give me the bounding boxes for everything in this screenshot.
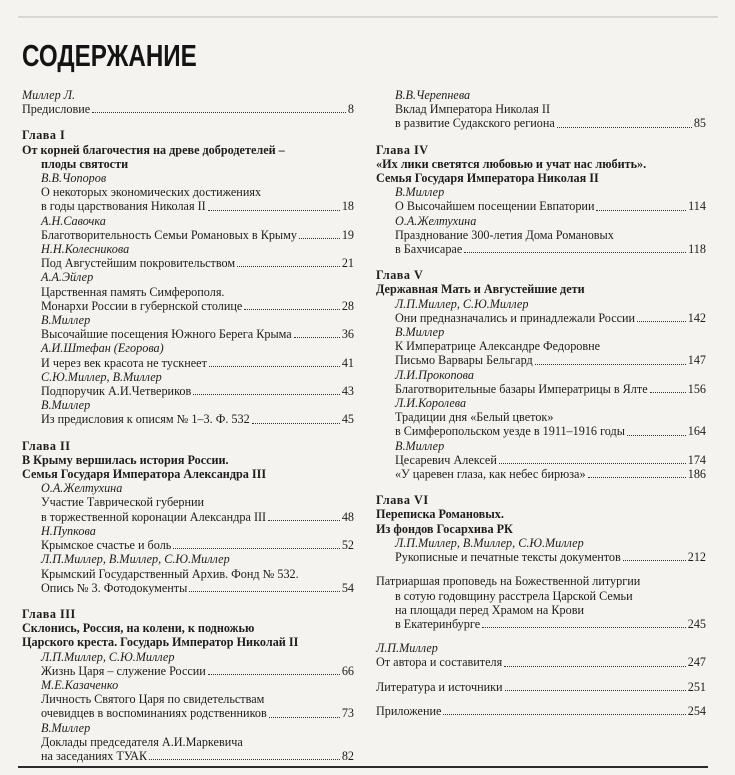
page-number: 85 xyxy=(693,116,706,131)
entry-title: О Высочайшем посещении Евпатории xyxy=(395,199,595,214)
leader-dots xyxy=(482,627,686,628)
page-number: 66 xyxy=(341,663,354,678)
page-number: 247 xyxy=(687,655,706,670)
entry-author: В.Миллер xyxy=(41,720,91,735)
entry-author: В.Миллер xyxy=(395,325,445,340)
page-number: 54 xyxy=(341,580,354,595)
leader-dots xyxy=(557,127,692,128)
toc-entry xyxy=(376,467,706,481)
entry-author: В.Миллер xyxy=(395,185,445,200)
leader-dots xyxy=(627,435,686,436)
leader-dots xyxy=(299,238,340,239)
entry-title: И через век красота не тускнеет xyxy=(41,355,207,370)
entry-author: Н.Н.Колесникова xyxy=(41,242,130,257)
chapter-title: Царского креста. Государь Император Николай II xyxy=(22,635,299,650)
toc-entry xyxy=(22,199,354,213)
page-number: 43 xyxy=(341,384,354,399)
entry-author: А.И.Штефан (Егорова) xyxy=(41,341,164,356)
leader-dots xyxy=(237,266,340,267)
entry-title: Приложение xyxy=(376,703,442,718)
page-number: 73 xyxy=(341,706,354,721)
page-number: 254 xyxy=(687,703,706,718)
page-number: 52 xyxy=(341,538,354,553)
entry-title: на площади перед Храмом на Крови xyxy=(395,602,584,617)
entry-author: С.Ю.Миллер, В.Миллер xyxy=(41,369,162,384)
chapter-label: Глава III xyxy=(22,606,76,621)
toc-left-column xyxy=(22,88,354,763)
page-number: 18 xyxy=(341,199,354,214)
toc-entry xyxy=(22,102,354,116)
page-number: 36 xyxy=(341,327,354,342)
page-number: 186 xyxy=(687,467,706,482)
chapter-title: плоды святости xyxy=(41,156,129,171)
leader-dots xyxy=(193,394,340,395)
toc-entry xyxy=(376,242,706,256)
entry-title: «У царевен глаза, как небес бирюза» xyxy=(395,467,586,482)
entry-title: в годы царствования Николая II xyxy=(41,199,206,214)
page-number: 21 xyxy=(341,256,354,271)
toc-entry xyxy=(376,617,706,631)
entry-title: Предисловие xyxy=(22,102,91,117)
entry-title: Цесаревич Алексей xyxy=(395,452,497,467)
entry-title: в Екатеринбурге xyxy=(395,616,481,631)
entry-title: в развитие Судакского региона xyxy=(395,116,555,131)
chapter-title: В Крыму вершилась история России. xyxy=(22,452,229,467)
leader-dots xyxy=(637,321,686,322)
entry-author: А.Н.Савочка xyxy=(41,213,106,228)
page-number: 45 xyxy=(341,412,354,427)
toc-entry xyxy=(22,706,354,720)
toc-entry xyxy=(376,382,706,396)
leader-dots xyxy=(535,364,686,365)
toc-entry xyxy=(376,680,706,694)
chapter-title: «Их лики светятся любовью и учат нас любить». xyxy=(376,156,647,171)
leader-dots xyxy=(149,759,340,760)
page-number: 41 xyxy=(341,355,354,370)
page-number: 251 xyxy=(687,679,706,694)
entry-title: Монархи России в губернской столице xyxy=(41,298,243,313)
leader-dots xyxy=(596,210,686,211)
page-number: 114 xyxy=(688,199,706,214)
toc-entry xyxy=(376,550,706,564)
chapter-title: Семья Государя Императора Николая II xyxy=(376,171,599,186)
bottom-divider xyxy=(18,766,708,768)
entry-title: Личность Святого Царя по свидетельствам xyxy=(41,692,265,707)
leader-dots xyxy=(443,714,685,715)
chapter-label: Глава II xyxy=(22,438,71,453)
entry-title: Из предисловия к описям № 1–3. Ф. 532 xyxy=(41,412,250,427)
toc-entry xyxy=(376,116,706,130)
page-number: 147 xyxy=(687,353,706,368)
toc-entry xyxy=(22,664,354,678)
toc-entry xyxy=(376,655,706,669)
leader-dots xyxy=(499,463,686,464)
chapter-title: Семья Государя Императора Александра III xyxy=(22,467,267,482)
entry-title: Под Августейшим покровительством xyxy=(41,256,236,271)
entry-title: К Императрице Александре Федоровне xyxy=(395,339,601,354)
entry-author: Л.П.Миллер, В.Миллер, С.Ю.Миллер xyxy=(41,552,230,567)
toc-entry xyxy=(376,704,706,718)
entry-title: Вклад Императора Николая II xyxy=(395,102,551,117)
chapter-title: От корней благочестия на древе добродетелей – xyxy=(22,142,285,157)
entry-author: Л.П.Миллер, С.Ю.Миллер xyxy=(395,296,529,311)
entry-author: Миллер Л. xyxy=(22,88,76,102)
entry-title: Патриаршая проповедь на Божественной литургии xyxy=(376,574,641,589)
chapter-title: Склонись, Россия, на колени, к подножью xyxy=(22,621,255,636)
entry-author: Л.И.Королева xyxy=(395,396,467,411)
entry-title: Письмо Варвары Бельгард xyxy=(395,353,533,368)
entry-title: Подпоручик А.И.Четвериков xyxy=(41,384,192,399)
toc-entry xyxy=(22,510,354,524)
toc-entry xyxy=(22,412,354,426)
toc-entry xyxy=(22,228,354,242)
entry-title: Традиции дня «Белый цветок» xyxy=(395,410,554,425)
page-number: 156 xyxy=(687,381,706,396)
entry-title: Крымский Государственный Архив. Фонд № 532. xyxy=(41,566,299,581)
leader-dots xyxy=(208,210,340,211)
leader-dots xyxy=(588,477,686,478)
entry-author: В.Миллер xyxy=(41,313,91,328)
top-divider xyxy=(18,16,718,18)
toc-entry xyxy=(376,353,706,367)
page-number: 245 xyxy=(687,616,706,631)
entry-author: Л.П.Миллер xyxy=(376,641,438,656)
entry-author: Л.П.Миллер, В.Миллер, С.Ю.Миллер xyxy=(395,535,584,550)
entry-title: Жизнь Царя – служение России xyxy=(41,663,206,678)
chapter-title: Переписка Романовых. xyxy=(376,507,504,522)
entry-author: Н.Пупкова xyxy=(41,523,96,538)
entry-title: на заседаниях ТУАК xyxy=(41,748,148,763)
entry-title: Участие Таврической губернии xyxy=(41,495,205,510)
entry-author: Л.П.Миллер, С.Ю.Миллер xyxy=(41,649,175,664)
toc-entry xyxy=(22,749,354,763)
leader-dots xyxy=(268,520,340,521)
leader-dots xyxy=(252,423,340,424)
entry-author: В.Миллер xyxy=(41,398,91,413)
entry-title: Высочайшие посещения Южного Берега Крыма xyxy=(41,327,292,342)
leader-dots xyxy=(505,690,686,691)
entry-title: От автора и составителя xyxy=(376,655,503,670)
page-number: 28 xyxy=(341,298,354,313)
entry-title: в Симферопольском уезде в 1911–1916 годы xyxy=(395,424,625,439)
entry-title: Празднование 300-летия Дома Романовых xyxy=(395,227,614,242)
entry-title: О некоторых экономических достижениях xyxy=(41,185,262,200)
leader-dots xyxy=(269,717,340,718)
entry-title: Доклады председателя А.И.Маркевича xyxy=(41,734,243,749)
entry-title: Благотворительность Семьи Романовых в Крыму xyxy=(41,227,297,242)
chapter-label: Глава VI xyxy=(376,493,429,508)
page-number: 164 xyxy=(687,424,706,439)
page-title: СОДЕРЖАНИЕ xyxy=(22,38,197,73)
page-number: 212 xyxy=(687,550,706,565)
toc-entry xyxy=(376,311,706,325)
toc-entry xyxy=(22,327,354,341)
chapter-title: Из фондов Госархива РК xyxy=(376,521,513,536)
leader-dots xyxy=(623,560,686,561)
page-number: 142 xyxy=(687,310,706,325)
toc-entry xyxy=(22,384,354,398)
leader-dots xyxy=(189,591,339,592)
entry-author: В.Миллер xyxy=(395,438,445,453)
toc-entry xyxy=(22,581,354,595)
entry-title: очевидцев в воспоминаниях родственников xyxy=(41,706,267,721)
entry-title: Благотворительные базары Императрицы в Ялте xyxy=(395,381,648,396)
entry-title: в торжественной коронации Александра III xyxy=(41,509,267,524)
leader-dots xyxy=(464,252,686,253)
toc-entry xyxy=(376,199,706,213)
toc-entry xyxy=(22,299,354,313)
entry-title: Они предназначались и принадлежали России xyxy=(395,310,636,325)
entry-author: М.Е.Казаченко xyxy=(41,677,119,692)
entry-author: А.А.Эйлер xyxy=(41,270,94,285)
entry-title: в сотую годовщину расстрела Царской Семьи xyxy=(395,588,633,603)
leader-dots xyxy=(504,666,686,667)
page-number: 19 xyxy=(341,227,354,242)
entry-title: Рукописные и печатные тексты документов xyxy=(395,550,621,565)
leader-dots xyxy=(208,674,340,675)
entry-title: Крымское счастье и боль xyxy=(41,538,172,553)
chapter-label: Глава IV xyxy=(376,142,429,157)
toc-entry xyxy=(22,538,354,552)
toc-entry xyxy=(376,424,706,438)
leader-dots xyxy=(173,548,339,549)
page-number: 174 xyxy=(687,452,706,467)
entry-author: О.А.Желтухина xyxy=(395,213,477,228)
toc-entry xyxy=(376,453,706,467)
entry-author: В.В.Чопоров xyxy=(41,171,107,186)
leader-dots xyxy=(650,392,686,393)
leader-dots xyxy=(92,112,346,113)
page-number: 48 xyxy=(341,509,354,524)
entry-author: О.А.Желтухина xyxy=(41,481,123,496)
toc-entry xyxy=(22,356,354,370)
toc-entry xyxy=(22,256,354,270)
toc-right-column xyxy=(376,88,706,718)
entry-title: Опись № 3. Фотодокументы xyxy=(41,580,188,595)
chapter-label: Глава I xyxy=(22,128,66,143)
entry-title: Царственная память Симферополя. xyxy=(41,284,225,299)
entry-title: в Бахчисарае xyxy=(395,242,463,257)
leader-dots xyxy=(244,309,340,310)
chapter-title: Державная Мать и Августейшие дети xyxy=(376,282,585,297)
page-number: 8 xyxy=(347,102,354,117)
page-number: 118 xyxy=(688,242,706,257)
chapter-label: Глава V xyxy=(376,268,424,283)
entry-title: Литература и источники xyxy=(376,679,503,694)
entry-author: В.В.Черепнева xyxy=(395,88,471,102)
entry-author: Л.И.Прокопова xyxy=(395,367,474,382)
leader-dots xyxy=(294,337,340,338)
leader-dots xyxy=(209,366,340,367)
page-number: 82 xyxy=(341,748,354,763)
